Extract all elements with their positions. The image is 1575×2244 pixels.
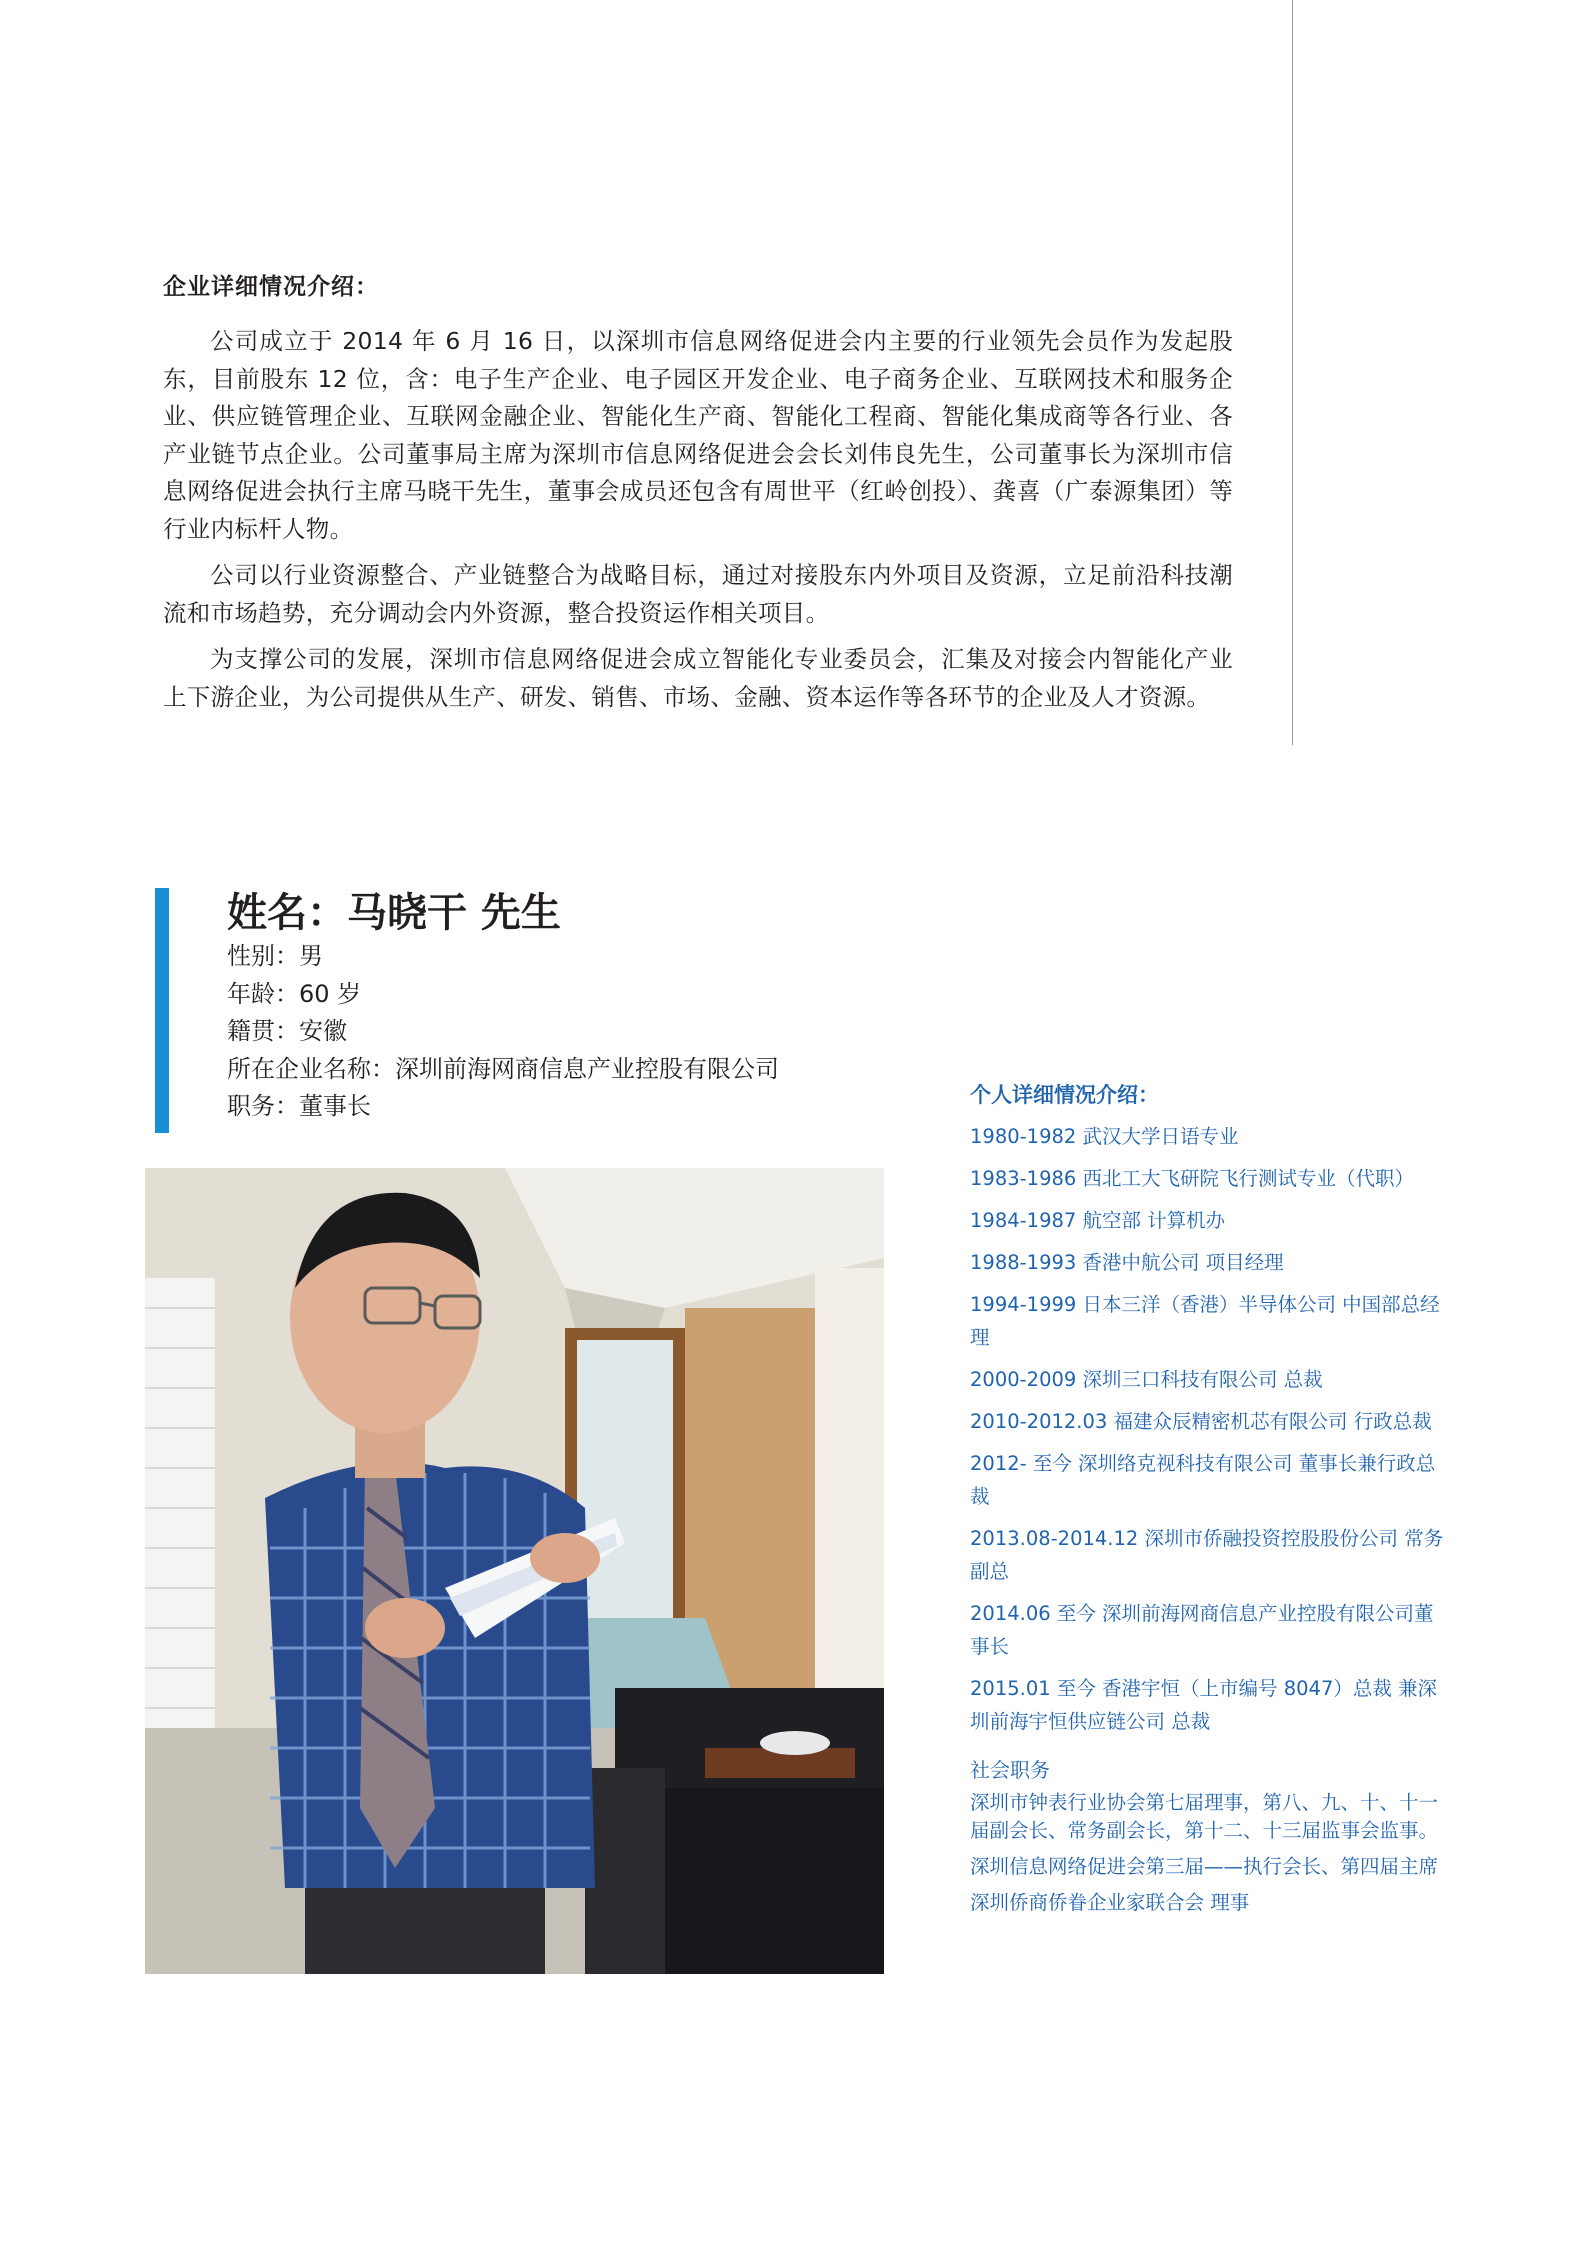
bio-item: 2015.01 至今 香港宇恒（上市编号 8047）总裁 兼深圳前海宇恒供应链公司 总裁 [970, 1677, 1438, 1733]
bio-item: 1988-1993 香港中航公司 项目经理 [970, 1251, 1284, 1274]
bio-item: 2010-2012.03 福建众辰精密机芯有限公司 行政总裁 [970, 1410, 1432, 1433]
profile-company: 所在企业名称：深圳前海网商信息产业控股有限公司 [227, 1054, 779, 1083]
bio-item: 1984-1987 航空部 计算机办 [970, 1209, 1226, 1232]
profile-position: 职务：董事长 [227, 1092, 371, 1120]
bio-heading: 个人详细情况介绍： [970, 1083, 1159, 1107]
company-intro-paragraph: 公司成立于 2014 年 6 月 16 日，以深圳市信息网络促进会内主要的行业领先会员作为发起股东，目前股东 12 位，含：电子生产企业、电子园区开发企业、电子商务企业、互联网技术和服务企业、供应链管理企业、互联网金融企业、智能化生产商、智能化工程商、智能化集成商等各行业、各产业链节点企业。公司董事局主席为深圳市信息网络促进会会长刘伟良先生，公司董事长为深圳市信息网络促进会执行主席马晓干先生，董事会成员还包含有周世平（红岭创投）、龚喜（广泰源集团）等行业内标杆人物。 [163, 327, 1233, 543]
company-intro-paragraph: 为支撑公司的发展，深圳市信息网络促进会成立智能化专业委员会，汇集及对接会内智能化产业上下游企业，为公司提供从生产、研发、销售、市场、金融、资本运作等各环节的企业及人才资源。 [163, 645, 1233, 711]
profile-origin: 籍贯：安徽 [227, 1017, 347, 1045]
company-intro [163, 323, 1233, 725]
company-intro-paragraph: 公司以行业资源整合、产业链整合为战略目标，通过对接股东内外项目及资源，立足前沿科技潮流和市场趋势，充分调动会内外资源，整合投资运作相关项目。 [163, 561, 1233, 627]
profile-age: 年龄：60 岁 [227, 979, 362, 1008]
bio-item: 1983-1986 西北工大飞研院飞行测试专业（代职） [970, 1167, 1414, 1190]
bio-item: 2014.06 至今 深圳前海网商信息产业控股有限公司董事长 [970, 1602, 1434, 1658]
bio-item: 1994-1999 日本三洋（香港）半导体公司 中国部总经理 [970, 1293, 1440, 1349]
profile-name: 姓名：马晓干 先生 [227, 890, 561, 936]
social-role-item: 深圳信息网络促进会第三届——执行会长、第四届主席 [970, 1855, 1439, 1878]
vertical-divider [1292, 0, 1293, 745]
bio-item: 2012- 至今 深圳络克视科技有限公司 董事长兼行政总裁 [970, 1452, 1436, 1508]
company-intro-heading: 企业详细情况介绍： [163, 274, 379, 300]
profile-accent-bar [155, 888, 169, 1133]
bio-item: 1980-1982 武汉大学日语专业 [970, 1125, 1239, 1148]
social-role-item: 深圳侨商侨眷企业家联合会 理事 [970, 1891, 1250, 1914]
portrait-photo [145, 1168, 884, 1974]
social-roles-heading: 社会职务 [970, 1758, 1050, 1782]
social-role-item: 深圳市钟表行业协会第七届理事，第八、九、十、十一届副会长、常务副会长，第十二、十三届监事会监事。 [970, 1791, 1439, 1842]
bio-section [970, 1078, 1450, 1925]
bio-item: 2013.08-2014.12 深圳市侨融投资控股股份公司 常务副总 [970, 1527, 1444, 1583]
profile-gender: 性别：男 [227, 942, 323, 970]
bio-item: 2000-2009 深圳三口科技有限公司 总裁 [970, 1368, 1323, 1391]
profile-block [227, 888, 1027, 1126]
